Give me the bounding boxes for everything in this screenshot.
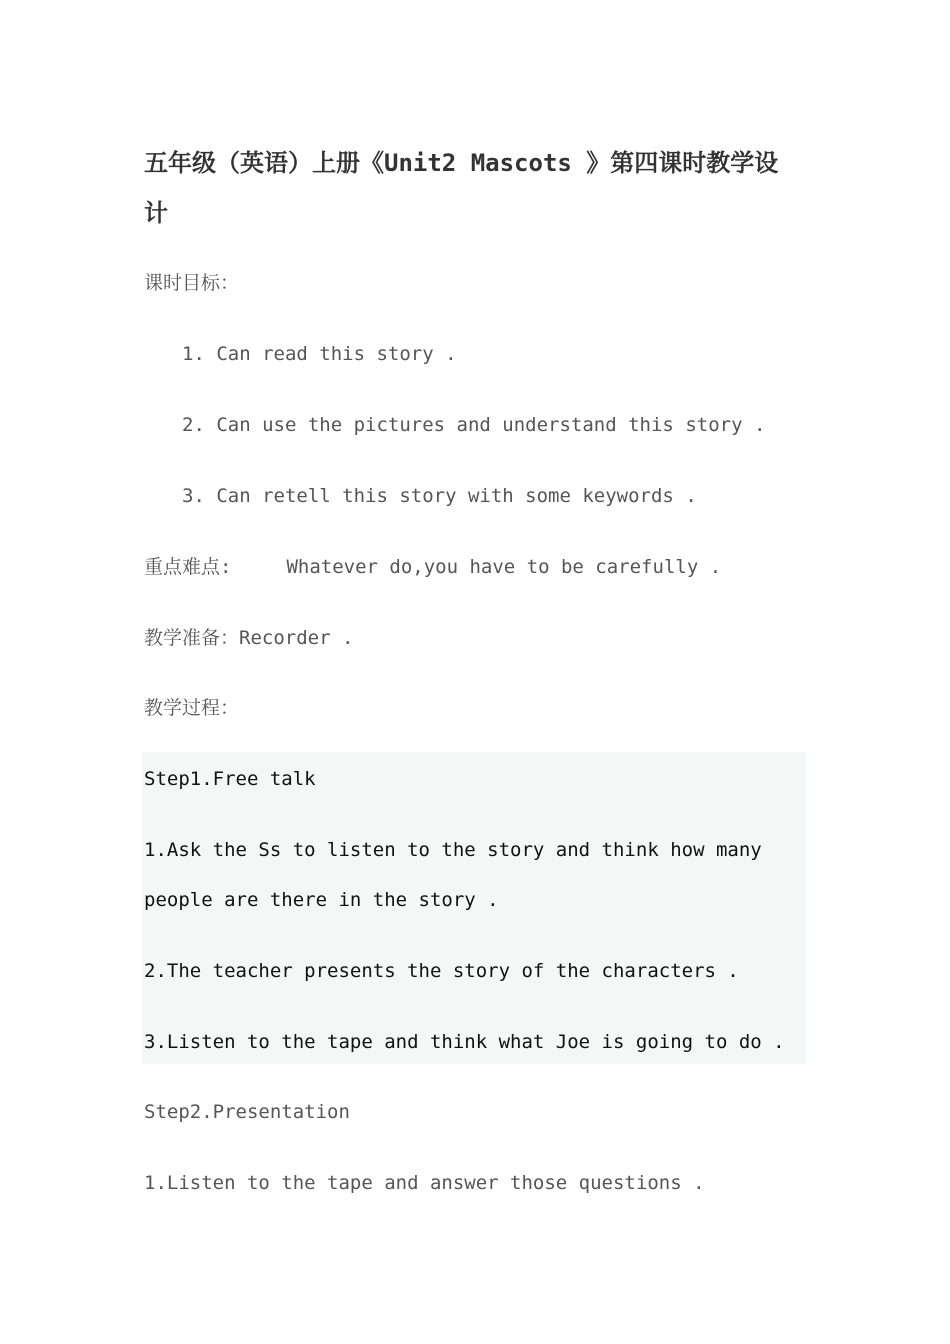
key-points-label: 重点难点: — [144, 556, 232, 578]
process-label: 教学过程： — [144, 697, 240, 719]
key-points-line — [144, 553, 721, 581]
step2-heading: Step2.Presentation — [144, 1101, 350, 1123]
step1-box — [142, 752, 806, 1064]
objective-item: 3. Can retell this story with some keywords . — [182, 485, 697, 507]
objectives-label: 课时目标： — [144, 272, 240, 294]
key-points-text: Whatever do,you have to be carefully . — [286, 556, 722, 578]
step1-item: 1.Ask the Ss to listen to the story and think how many people are there in the story . — [144, 839, 762, 911]
step1-item: 2.The teacher presents the story of the characters . — [144, 960, 739, 982]
preparation-line: 教学准备：Recorder . — [144, 627, 354, 649]
objective-item: 1. Can read this story . — [182, 343, 457, 365]
step2-item: 1.Listen to the tape and answer those questions . — [144, 1172, 705, 1194]
step1-item: 3.Listen to the tape and think what Joe is going to do . — [144, 1031, 785, 1053]
document-title: 五年级（英语）上册《Unit2 Mascots 》第四课时教学设计 — [144, 149, 779, 227]
objective-item: 2. Can use the pictures and understand this story . — [182, 414, 766, 436]
step1-heading: Step1.Free talk — [144, 768, 316, 790]
